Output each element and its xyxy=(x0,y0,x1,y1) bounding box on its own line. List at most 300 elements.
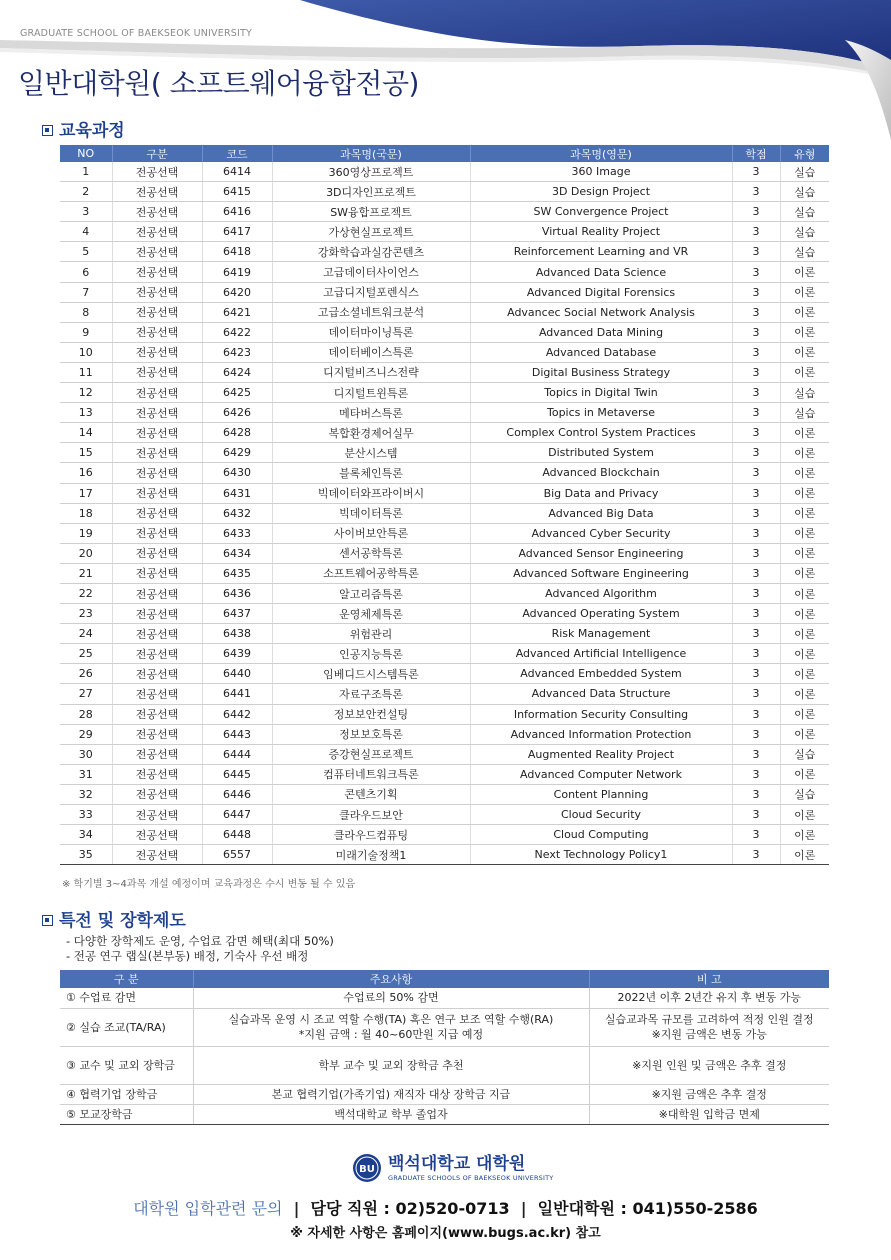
scholarship-name: ① 수업료 감면 xyxy=(60,988,193,1008)
cell-line: ※지원 금액은 추후 결정 xyxy=(651,1087,767,1101)
table-cell: Big Data and Privacy xyxy=(470,483,732,503)
table-cell: 센서공학특론 xyxy=(272,543,470,563)
table-cell: Advanced Computer Network xyxy=(470,764,732,784)
table-row xyxy=(60,784,829,804)
table-cell: 전공선택 xyxy=(112,523,202,543)
table-cell: 전공선택 xyxy=(112,684,202,704)
table-cell: 34 xyxy=(60,825,112,845)
table-cell: 6448 xyxy=(202,825,272,845)
table-row xyxy=(60,222,829,242)
table-row xyxy=(60,624,829,644)
curriculum-note: ※ 학기별 3~4과목 개설 예정이며 교육과정은 수시 변동 될 수 있음 xyxy=(62,879,356,890)
table-cell: Content Planning xyxy=(470,784,732,804)
table-cell: 빅데이터와프라이버시 xyxy=(272,483,470,503)
table-cell: 3 xyxy=(732,483,780,503)
table-cell: 정보보안컨설팅 xyxy=(272,704,470,724)
table-cell: 이론 xyxy=(780,704,829,724)
table-cell: 전공선택 xyxy=(112,563,202,583)
square-bullet-icon xyxy=(42,915,53,926)
table-cell: 6415 xyxy=(202,182,272,202)
curriculum-header-row xyxy=(60,145,829,162)
table-row xyxy=(60,684,829,704)
table-cell: 3 xyxy=(732,784,780,804)
table-cell: 3 xyxy=(732,664,780,684)
column-header: 코드 xyxy=(202,145,272,162)
table-cell: 3 xyxy=(732,724,780,744)
separator: | xyxy=(293,1199,300,1218)
table-cell: Advanced Data Science xyxy=(470,262,732,282)
table-cell: 이론 xyxy=(780,805,829,825)
table-cell: 실습 xyxy=(780,744,829,764)
table-cell: 전공선택 xyxy=(112,784,202,804)
table-cell: Digital Business Strategy xyxy=(470,362,732,382)
table-cell: Complex Control System Practices xyxy=(470,423,732,443)
table-cell: 전공선택 xyxy=(112,805,202,825)
table-cell: 디지털비즈니스전략 xyxy=(272,362,470,382)
table-row xyxy=(60,805,829,825)
table-cell: 21 xyxy=(60,563,112,583)
table-cell: Advanced Data Structure xyxy=(470,684,732,704)
table-cell: 고급소셜네트워크분석 xyxy=(272,302,470,322)
table-cell: 3 xyxy=(732,423,780,443)
scholarship-detail xyxy=(193,1046,589,1084)
table-row xyxy=(60,162,829,182)
table-cell: 디지털트윈특론 xyxy=(272,383,470,403)
table-cell: 데이터베이스특론 xyxy=(272,342,470,362)
table-cell: 6431 xyxy=(202,483,272,503)
table-cell: 20 xyxy=(60,543,112,563)
table-cell: 전공선택 xyxy=(112,604,202,624)
curriculum-section-title: 교육과정 xyxy=(42,116,125,141)
homepage-note: ※ 자세한 사항은 홈페이지(www.bugs.ac.kr) 참고 xyxy=(290,1226,601,1241)
scholarship-header-row xyxy=(60,970,829,988)
table-cell: 이론 xyxy=(780,563,829,583)
table-row xyxy=(60,1008,829,1046)
table-cell: 실습 xyxy=(780,242,829,262)
table-row xyxy=(60,383,829,403)
scholarship-name: ③ 교수 및 교외 장학금 xyxy=(60,1046,193,1084)
table-cell: 6436 xyxy=(202,583,272,603)
scholarship-remark xyxy=(589,1008,829,1046)
table-cell: Advanced Big Data xyxy=(470,503,732,523)
table-cell: 32 xyxy=(60,784,112,804)
table-row xyxy=(60,543,829,563)
table-cell: 6439 xyxy=(202,644,272,664)
table-cell: Advanced Artificial Intelligence xyxy=(470,644,732,664)
table-row xyxy=(60,1084,829,1104)
table-row xyxy=(60,664,829,684)
table-cell: Cloud Computing xyxy=(470,825,732,845)
scholarship-name: ⑤ 모교장학금 xyxy=(60,1104,193,1124)
table-cell: 6435 xyxy=(202,563,272,583)
table-cell: 고급디지털포렌식스 xyxy=(272,282,470,302)
scholarship-name: ④ 협력기업 장학금 xyxy=(60,1084,193,1104)
table-cell: 6434 xyxy=(202,543,272,563)
table-cell: 전공선택 xyxy=(112,282,202,302)
table-cell: 5 xyxy=(60,242,112,262)
table-row xyxy=(60,744,829,764)
table-cell: Reinforcement Learning and VR xyxy=(470,242,732,262)
separator: | xyxy=(520,1199,527,1218)
table-cell: 이론 xyxy=(780,604,829,624)
table-cell: Advanced Digital Forensics xyxy=(470,282,732,302)
table-cell: 블록체인특론 xyxy=(272,463,470,483)
table-row xyxy=(60,825,829,845)
page-title: 일반대학원( 소프트웨어융합전공) xyxy=(18,67,419,100)
table-cell: 3 xyxy=(732,684,780,704)
logo-korean-name: 백석대학교 대학원 xyxy=(388,1153,526,1174)
university-emblem-icon xyxy=(352,1153,382,1183)
table-cell: Distributed System xyxy=(470,443,732,463)
table-cell: 전공선택 xyxy=(112,644,202,664)
table-cell: 6437 xyxy=(202,604,272,624)
cell-line: 수업료의 50% 감면 xyxy=(343,991,439,1005)
svg-text:BU: BU xyxy=(359,1164,375,1175)
table-cell: 15 xyxy=(60,443,112,463)
table-cell: 10 xyxy=(60,342,112,362)
table-cell: 9 xyxy=(60,322,112,342)
table-cell: 전공선택 xyxy=(112,583,202,603)
table-row xyxy=(60,443,829,463)
table-cell: 6419 xyxy=(202,262,272,282)
table-cell: 전공선택 xyxy=(112,543,202,563)
curriculum-table xyxy=(60,145,829,865)
table-cell: 3 xyxy=(732,644,780,664)
table-cell: Advancec Social Network Analysis xyxy=(470,302,732,322)
table-cell: 이론 xyxy=(780,282,829,302)
table-row xyxy=(60,724,829,744)
table-row xyxy=(60,282,829,302)
table-cell: 17 xyxy=(60,483,112,503)
table-cell: 이론 xyxy=(780,342,829,362)
table-cell: 3 xyxy=(732,523,780,543)
table-cell: 전공선택 xyxy=(112,664,202,684)
table-cell: 전공선택 xyxy=(112,423,202,443)
table-cell: Risk Management xyxy=(470,624,732,644)
table-cell: 분산시스템 xyxy=(272,443,470,463)
table-cell: 6423 xyxy=(202,342,272,362)
table-cell: 전공선택 xyxy=(112,503,202,523)
table-cell: 23 xyxy=(60,604,112,624)
table-cell: 3 xyxy=(60,202,112,222)
table-cell: 14 xyxy=(60,423,112,443)
table-cell: 전공선택 xyxy=(112,744,202,764)
table-cell: 실습 xyxy=(780,222,829,242)
table-cell: 이론 xyxy=(780,845,829,865)
table-cell: 전공선택 xyxy=(112,202,202,222)
benefit-bullet: - 다양한 장학제도 운영, 수업료 감면 혜택(최대 50%) xyxy=(66,934,334,948)
column-header: 과목명(국문) xyxy=(272,145,470,162)
table-cell: Advanced Database xyxy=(470,342,732,362)
table-cell: 이론 xyxy=(780,764,829,784)
table-row xyxy=(60,583,829,603)
table-cell: 정보보호특론 xyxy=(272,724,470,744)
table-row xyxy=(60,845,829,865)
table-cell: 3 xyxy=(732,443,780,463)
table-cell: 3 xyxy=(732,583,780,603)
table-cell: Virtual Reality Project xyxy=(470,222,732,242)
table-cell: 35 xyxy=(60,845,112,865)
university-logo xyxy=(352,1153,553,1183)
table-cell: 3 xyxy=(732,764,780,784)
table-row xyxy=(60,463,829,483)
benefits-bullets xyxy=(66,934,334,964)
scholarship-remark xyxy=(589,1046,829,1084)
table-cell: 1 xyxy=(60,162,112,182)
cell-line: ※지원 인원 및 금액은 추후 결정 xyxy=(632,1058,787,1072)
table-cell: 3 xyxy=(732,282,780,302)
table-cell: 12 xyxy=(60,383,112,403)
table-row xyxy=(60,1104,829,1124)
table-cell: 이론 xyxy=(780,423,829,443)
table-cell: 컴퓨터네트워크특론 xyxy=(272,764,470,784)
table-row xyxy=(60,483,829,503)
table-cell: 전공선택 xyxy=(112,483,202,503)
table-cell: 6421 xyxy=(202,302,272,322)
table-cell: 3 xyxy=(732,463,780,483)
scholarship-detail xyxy=(193,988,589,1008)
table-cell: 6440 xyxy=(202,664,272,684)
table-cell: 실습 xyxy=(780,383,829,403)
table-cell: 강화학습과실감콘텐츠 xyxy=(272,242,470,262)
table-cell: 24 xyxy=(60,624,112,644)
table-cell: 이론 xyxy=(780,583,829,603)
table-row xyxy=(60,342,829,362)
table-cell: 3 xyxy=(732,845,780,865)
table-cell: 6428 xyxy=(202,423,272,443)
table-row xyxy=(60,302,829,322)
table-cell: 이론 xyxy=(780,543,829,563)
contact-label: 대학원 입학관련 문의 xyxy=(133,1199,283,1218)
table-cell: 이론 xyxy=(780,362,829,382)
table-cell: 18 xyxy=(60,503,112,523)
table-cell: 3 xyxy=(732,383,780,403)
table-cell: Advanced Sensor Engineering xyxy=(470,543,732,563)
table-cell: 28 xyxy=(60,704,112,724)
table-cell: 전공선택 xyxy=(112,764,202,784)
table-cell: 이론 xyxy=(780,503,829,523)
table-cell: 6443 xyxy=(202,724,272,744)
table-cell: 전공선택 xyxy=(112,362,202,382)
column-header: 과목명(영문) xyxy=(470,145,732,162)
table-row xyxy=(60,503,829,523)
table-cell: 전공선택 xyxy=(112,242,202,262)
table-cell: 가상현실프로젝트 xyxy=(272,222,470,242)
table-cell: 미래기술정책1 xyxy=(272,845,470,865)
table-cell: Advanced Operating System xyxy=(470,604,732,624)
benefits-section-title: 특전 및 장학제도 xyxy=(42,906,186,931)
table-cell: 6426 xyxy=(202,403,272,423)
table-cell: 6433 xyxy=(202,523,272,543)
table-cell: 위험관리 xyxy=(272,624,470,644)
table-cell: 클라우드컴퓨팅 xyxy=(272,825,470,845)
table-cell: 전공선택 xyxy=(112,322,202,342)
table-cell: 3 xyxy=(732,704,780,724)
table-row xyxy=(60,988,829,1008)
table-row xyxy=(60,644,829,664)
table-cell: 전공선택 xyxy=(112,825,202,845)
table-cell: 26 xyxy=(60,664,112,684)
table-cell: 전공선택 xyxy=(112,222,202,242)
table-cell: 22 xyxy=(60,583,112,603)
table-cell: 알고리즘특론 xyxy=(272,583,470,603)
table-cell: Advanced Embedded System xyxy=(470,664,732,684)
table-cell: 3D디자인프로젝트 xyxy=(272,182,470,202)
table-cell: 3 xyxy=(732,322,780,342)
table-cell: 6557 xyxy=(202,845,272,865)
table-cell: 사이버보안특론 xyxy=(272,523,470,543)
table-cell: 전공선택 xyxy=(112,162,202,182)
table-cell: 3 xyxy=(732,825,780,845)
table-cell: Advanced Software Engineering xyxy=(470,563,732,583)
table-cell: 6430 xyxy=(202,463,272,483)
table-cell: 3 xyxy=(732,202,780,222)
table-cell: 6441 xyxy=(202,684,272,704)
table-cell: 6432 xyxy=(202,503,272,523)
cell-line: ※지원 금액은 변동 가능 xyxy=(651,1028,767,1041)
table-row xyxy=(60,362,829,382)
table-cell: 11 xyxy=(60,362,112,382)
table-cell: 전공선택 xyxy=(112,463,202,483)
table-cell: 6438 xyxy=(202,624,272,644)
graduate-school-phone: 일반대학원 : 041)550-2586 xyxy=(537,1199,758,1218)
table-cell: 클라우드보안 xyxy=(272,805,470,825)
table-cell: 19 xyxy=(60,523,112,543)
table-cell: 실습 xyxy=(780,162,829,182)
table-cell: 전공선택 xyxy=(112,342,202,362)
table-cell: 이론 xyxy=(780,463,829,483)
table-cell: 3 xyxy=(732,403,780,423)
scholarship-remark xyxy=(589,1104,829,1124)
column-header: 학점 xyxy=(732,145,780,162)
table-cell: 360 Image xyxy=(470,162,732,182)
table-cell: 25 xyxy=(60,644,112,664)
table-cell: 임베디드시스템특론 xyxy=(272,664,470,684)
table-cell: 데이터마이닝특론 xyxy=(272,322,470,342)
table-cell: Topics in Digital Twin xyxy=(470,383,732,403)
table-cell: 전공선택 xyxy=(112,704,202,724)
table-cell: 전공선택 xyxy=(112,845,202,865)
scholarship-detail xyxy=(193,1084,589,1104)
table-cell: 3 xyxy=(732,182,780,202)
table-cell: 6429 xyxy=(202,443,272,463)
column-header: 구분 xyxy=(112,145,202,162)
table-cell: 이론 xyxy=(780,664,829,684)
table-cell: 이론 xyxy=(780,825,829,845)
table-cell: 6445 xyxy=(202,764,272,784)
school-name-header: GRADUATE SCHOOL OF BAEKSEOK UNIVERSITY xyxy=(20,28,252,39)
table-cell: 메타버스특론 xyxy=(272,403,470,423)
table-cell: 3 xyxy=(732,563,780,583)
table-row xyxy=(60,563,829,583)
table-row xyxy=(60,322,829,342)
table-cell: Advanced Data Mining xyxy=(470,322,732,342)
table-cell: Advanced Information Protection xyxy=(470,724,732,744)
scholarship-detail xyxy=(193,1008,589,1046)
contact-info xyxy=(0,1196,891,1219)
table-cell: 6442 xyxy=(202,704,272,724)
table-cell: 이론 xyxy=(780,262,829,282)
cell-line: 2022년 이후 2년간 유지 후 변동 가능 xyxy=(617,991,801,1005)
table-cell: 이론 xyxy=(780,322,829,342)
table-cell: 4 xyxy=(60,222,112,242)
table-cell: 3 xyxy=(732,362,780,382)
table-cell: 전공선택 xyxy=(112,383,202,403)
table-cell: 29 xyxy=(60,724,112,744)
table-row xyxy=(60,262,829,282)
table-cell: 6416 xyxy=(202,202,272,222)
table-cell: 이론 xyxy=(780,684,829,704)
table-cell: Augmented Reality Project xyxy=(470,744,732,764)
table-cell: 3 xyxy=(732,543,780,563)
table-cell: 이론 xyxy=(780,483,829,503)
table-cell: 31 xyxy=(60,764,112,784)
table-cell: 3 xyxy=(732,805,780,825)
table-cell: 3 xyxy=(732,744,780,764)
table-row xyxy=(60,523,829,543)
cell-line: *지원 금액 : 월 40~60만원 지급 예정 xyxy=(298,1028,484,1041)
table-cell: 3 xyxy=(732,302,780,322)
table-cell: 운영체제특론 xyxy=(272,604,470,624)
table-cell: SW융합프로젝트 xyxy=(272,202,470,222)
table-cell: 3 xyxy=(732,503,780,523)
table-cell: 이론 xyxy=(780,724,829,744)
table-row xyxy=(60,202,829,222)
column-header: 유형 xyxy=(780,145,829,162)
table-cell: 실습 xyxy=(780,202,829,222)
table-cell: 전공선택 xyxy=(112,262,202,282)
table-cell: Topics in Metaverse xyxy=(470,403,732,423)
table-cell: 복합환경제어실무 xyxy=(272,423,470,443)
cell-line: 실습과목 운영 시 조교 역할 수행(TA) 혹은 연구 보조 역할 수행(RA) xyxy=(228,1013,554,1026)
table-cell: 6425 xyxy=(202,383,272,403)
table-cell: 전공선택 xyxy=(112,182,202,202)
table-row xyxy=(60,182,829,202)
table-cell: Information Security Consulting xyxy=(470,704,732,724)
table-cell: 6418 xyxy=(202,242,272,262)
table-cell: 6 xyxy=(60,262,112,282)
table-row xyxy=(60,1046,829,1084)
column-header: 주요사항 xyxy=(193,970,589,988)
table-row xyxy=(60,604,829,624)
table-cell: 이론 xyxy=(780,624,829,644)
staff-phone: 담당 직원 : 02)520-0713 xyxy=(310,1199,510,1218)
table-cell: 6414 xyxy=(202,162,272,182)
table-cell: 7 xyxy=(60,282,112,302)
table-cell: 고급데이터사이언스 xyxy=(272,262,470,282)
table-cell: Advanced Algorithm xyxy=(470,583,732,603)
table-cell: 3 xyxy=(732,604,780,624)
table-cell: 인공지능특론 xyxy=(272,644,470,664)
table-row xyxy=(60,242,829,262)
table-cell: 27 xyxy=(60,684,112,704)
table-cell: 전공선택 xyxy=(112,724,202,744)
table-cell: 3 xyxy=(732,222,780,242)
table-cell: 2 xyxy=(60,182,112,202)
scholarship-detail xyxy=(193,1104,589,1124)
cell-line: 본교 협력기업(가족기업) 재직자 대상 장학금 지급 xyxy=(271,1087,511,1101)
table-cell: 소프트웨어공학특론 xyxy=(272,563,470,583)
table-cell: 이론 xyxy=(780,443,829,463)
logo-english-name: GRADUATE SCHOOLS OF BAEKSEOK UNIVERSITY xyxy=(388,1173,554,1182)
table-cell: 3 xyxy=(732,242,780,262)
table-cell: 전공선택 xyxy=(112,302,202,322)
table-cell: 이론 xyxy=(780,523,829,543)
column-header: NO xyxy=(60,145,112,162)
table-cell: 자료구조특론 xyxy=(272,684,470,704)
cell-line: 백석대학교 학부 졸업자 xyxy=(334,1107,448,1121)
table-row xyxy=(60,403,829,423)
